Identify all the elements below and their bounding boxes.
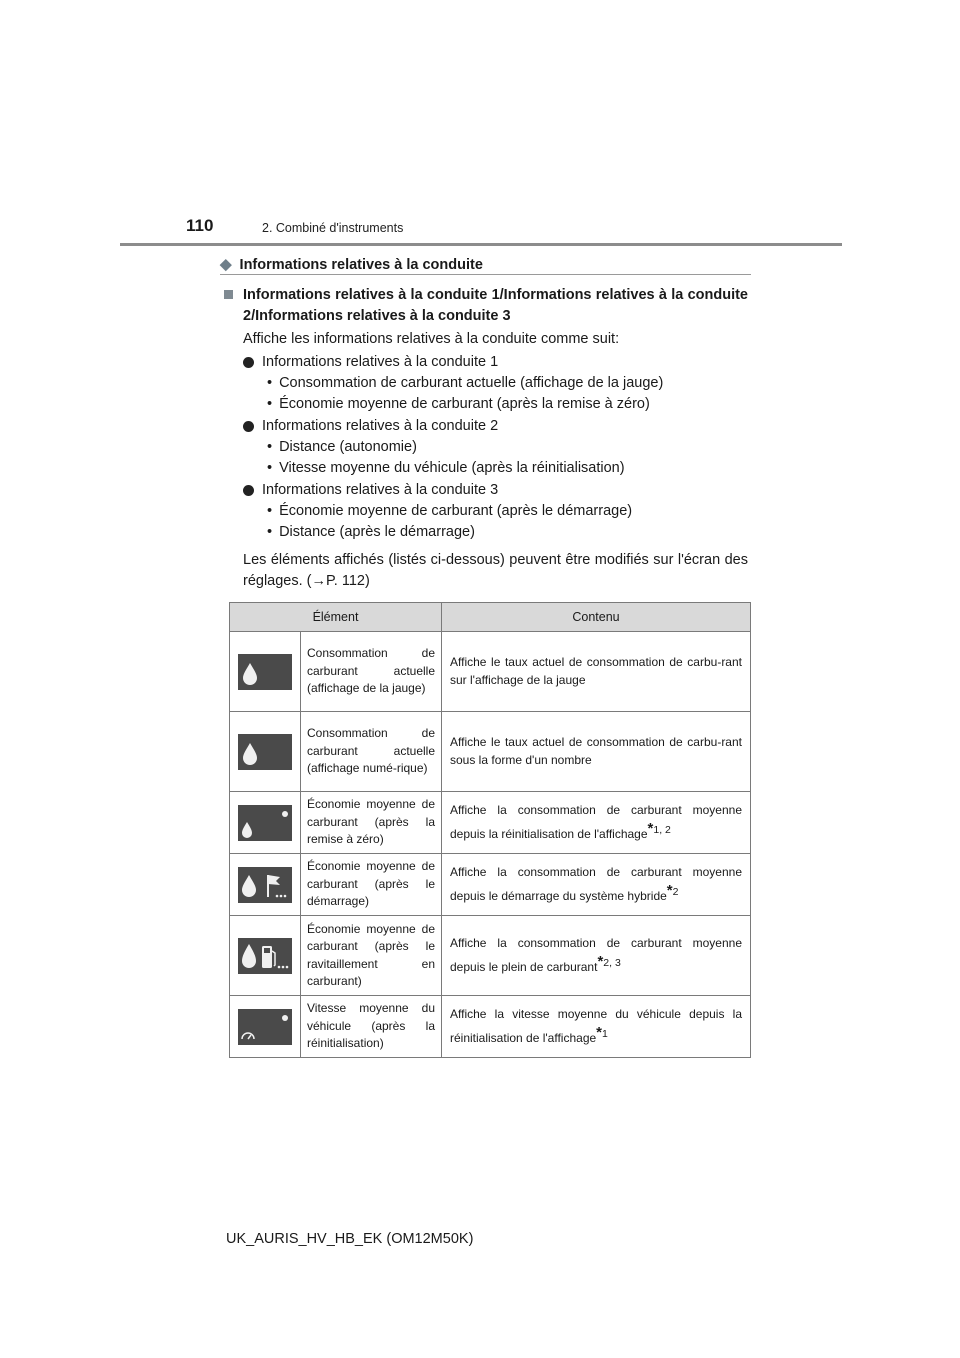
table-row bbox=[230, 996, 751, 1058]
display-items-table bbox=[229, 602, 751, 1058]
bullet-icon bbox=[243, 485, 254, 496]
list-item: Informations relatives à la conduite 3 bbox=[243, 482, 498, 498]
content-cell: Affiche la consommation de carburant moyenne depuis la réinitialisation de l'affichage$^{*1, 2}$ bbox=[442, 792, 751, 854]
header-content: Contenu bbox=[442, 603, 751, 632]
document-code: UK_AURIS_HV_HB_EK (OM12M50K) bbox=[226, 1231, 474, 1247]
section-divider bbox=[220, 274, 751, 275]
header-divider bbox=[120, 243, 842, 246]
page-number: 110 bbox=[186, 216, 214, 235]
element-cell: Économie moyenne de carburant (après la remise à zéro) bbox=[301, 792, 442, 854]
element-cell: Économie moyenne de carburant (après le démarrage) bbox=[301, 854, 442, 916]
content-cell: Affiche la vitesse moyenne du véhicule depuis la réinitialisation de l'affichage$^{*1}$ bbox=[442, 996, 751, 1058]
header-element: Élément bbox=[230, 603, 442, 632]
square-bullet-icon bbox=[224, 290, 233, 299]
fuel-drop-icon bbox=[238, 734, 292, 770]
subsection-heading bbox=[224, 285, 748, 327]
fuel-drop-icon bbox=[238, 654, 292, 690]
outro-text: Les éléments affichés (listés ci-dessous) peuvent être modifiés sur l'écran des réglages. (→P. 112) bbox=[243, 552, 748, 589]
table-header-row bbox=[230, 603, 751, 632]
fuel-drop-reset-icon bbox=[238, 805, 292, 841]
list-subitem: • Consommation de carburant actuelle (affichage de la jauge) bbox=[267, 375, 664, 391]
table-row bbox=[230, 712, 751, 792]
content-cell: Affiche la consommation de carburant moyenne depuis le démarrage du système hybride$^{*2}$ bbox=[442, 854, 751, 916]
element-cell: Consommation de carburant actuelle (affichage de la jauge) bbox=[301, 632, 442, 712]
content-cell: Affiche le taux actuel de consommation de carbu-rant sous la forme d'un nombre bbox=[442, 712, 751, 792]
element-cell: Consommation de carburant actuelle (affichage numé-rique) bbox=[301, 712, 442, 792]
intro-text: Affiche les informations relatives à la conduite comme suit: bbox=[243, 331, 620, 347]
content-cell: Affiche le taux actuel de consommation de carbu-rant sur l'affichage de la jauge bbox=[442, 632, 751, 712]
speedometer-reset-icon bbox=[238, 1009, 292, 1045]
list-subitem: • Économie moyenne de carburant (après le démarrage) bbox=[267, 503, 633, 519]
fuel-drop-pump-icon bbox=[238, 938, 292, 974]
list-subitem: • Économie moyenne de carburant (après la remise à zéro) bbox=[267, 396, 650, 412]
section-title: Informations relatives à la conduite bbox=[239, 257, 483, 273]
table-row bbox=[230, 854, 751, 916]
chapter-title: 2. Combiné d'instruments bbox=[262, 221, 404, 235]
fuel-drop-flag-icon bbox=[238, 867, 292, 903]
subsection-title: Informations relatives à la conduite 1/Informations relatives à la conduite 2/Informations relatives à la conduite 3 bbox=[243, 287, 748, 324]
element-cell: Économie moyenne de carburant (après le ravitaillement en carburant) bbox=[301, 916, 442, 996]
list-subitem: • Vitesse moyenne du véhicule (après la réinitialisation) bbox=[267, 460, 625, 476]
element-cell: Vitesse moyenne du véhicule (après la réinitialisation) bbox=[301, 996, 442, 1058]
list-item: Informations relatives à la conduite 1 bbox=[243, 354, 498, 370]
table-row bbox=[230, 916, 751, 996]
list-subitem: • Distance (après le démarrage) bbox=[267, 524, 475, 540]
table-row bbox=[230, 632, 751, 712]
table-row bbox=[230, 792, 751, 854]
section-heading bbox=[220, 255, 483, 273]
bullet-icon bbox=[243, 421, 254, 432]
list-item: Informations relatives à la conduite 2 bbox=[243, 418, 498, 434]
list-subitem: • Distance (autonomie) bbox=[267, 439, 417, 455]
content-cell: Affiche la consommation de carburant moyenne depuis le plein de carburant$^{*2, 3}$ bbox=[442, 916, 751, 996]
diamond-icon: ◆ bbox=[220, 256, 232, 273]
bullet-icon bbox=[243, 357, 254, 368]
